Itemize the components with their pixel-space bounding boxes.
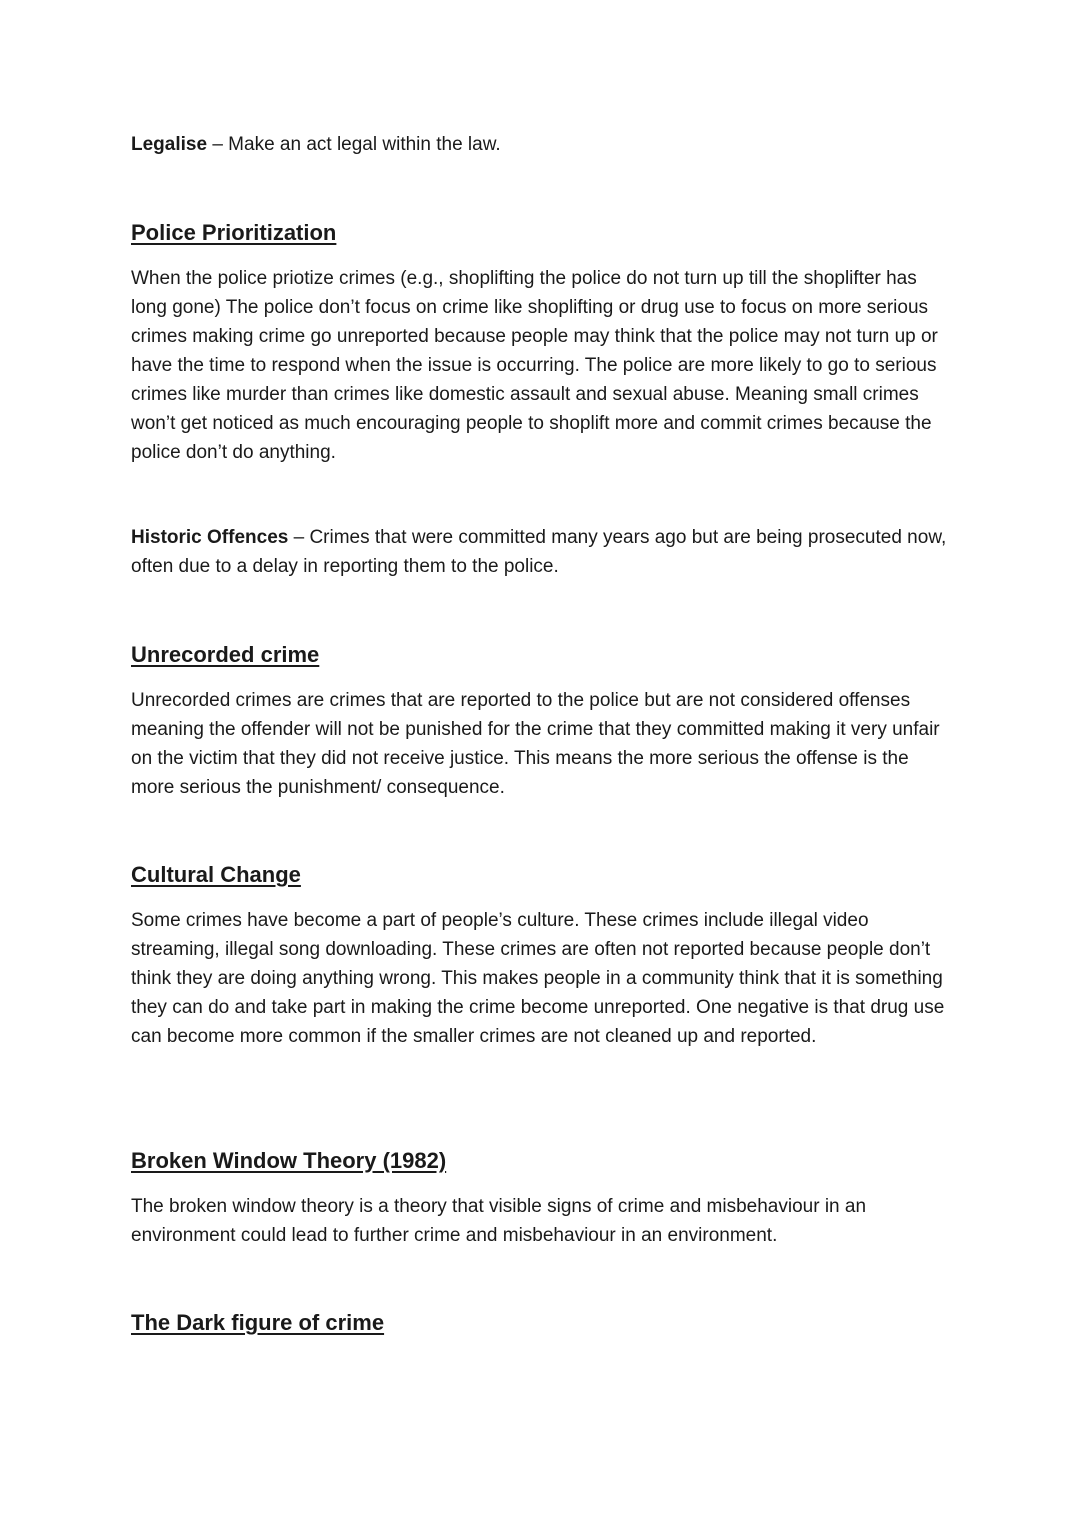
definition-term: Historic Offences — [131, 527, 289, 548]
section-heading-unrecorded-crime: Unrecorded crime — [131, 642, 320, 667]
definition-historic-offences — [131, 523, 951, 581]
definition-separator: – — [207, 134, 229, 155]
definition-legalise — [131, 130, 951, 159]
section-heading-police-prioritization: Police Prioritization — [131, 220, 337, 245]
definition-text: Crimes that were committed many years ago but are being prosecuted now, often due to a delay in reporting them to the police. — [131, 527, 947, 577]
section-body-unrecorded-crime: Unrecorded crimes are crimes that are reported to the police but are not considered offenses meaning the offender will not be punished for the crime that they committed making it very unfair on the victim that they did not receive justice. This means the more serious the offense is the more serious the punishment/ consequence. — [131, 690, 940, 798]
section-heading-cultural-change: Cultural Change — [131, 862, 301, 887]
definition-separator: – — [288, 527, 310, 548]
section-heading-dark-figure-of-crime: The Dark figure of crime — [131, 1310, 385, 1335]
section-heading-broken-window-theory: Broken Window Theory (1982) — [131, 1148, 447, 1173]
section-body-broken-window-theory: The broken window theory is a theory that visible signs of crime and misbehaviour in an environment could lead to further crime and misbehaviour in an environment. — [131, 1196, 867, 1246]
definition-term: Legalise — [131, 134, 208, 155]
definition-text: Make an act legal within the law. — [228, 134, 501, 155]
section-body-police-prioritization: When the police priotize crimes (e.g., shoplifting the police do not turn up till the shoplifter has long gone) The police don’t focus on crime like shoplifting or drug use to focus on more serious crimes making crime go unreported because people may think that the police may not turn up or have the time to respond when the issue is occurring. The police are more likely to go to serious crimes like murder than crimes like domestic assault and sexual abuse. Meaning small crimes won’t get noticed as much encouraging people to shoplift more and commit crimes because the police don’t do anything. — [131, 268, 938, 463]
section-body-cultural-change: Some crimes have become a part of people’s culture. These crimes include illegal video streaming, illegal song downloading. These crimes are often not reported because people don’t think they are doing anything wrong. This makes people in a community think that it is something they can do and take part in making the crime become unreported. One negative is that drug use can become more common if the smaller crimes are not cleaned up and reported. — [131, 910, 945, 1047]
